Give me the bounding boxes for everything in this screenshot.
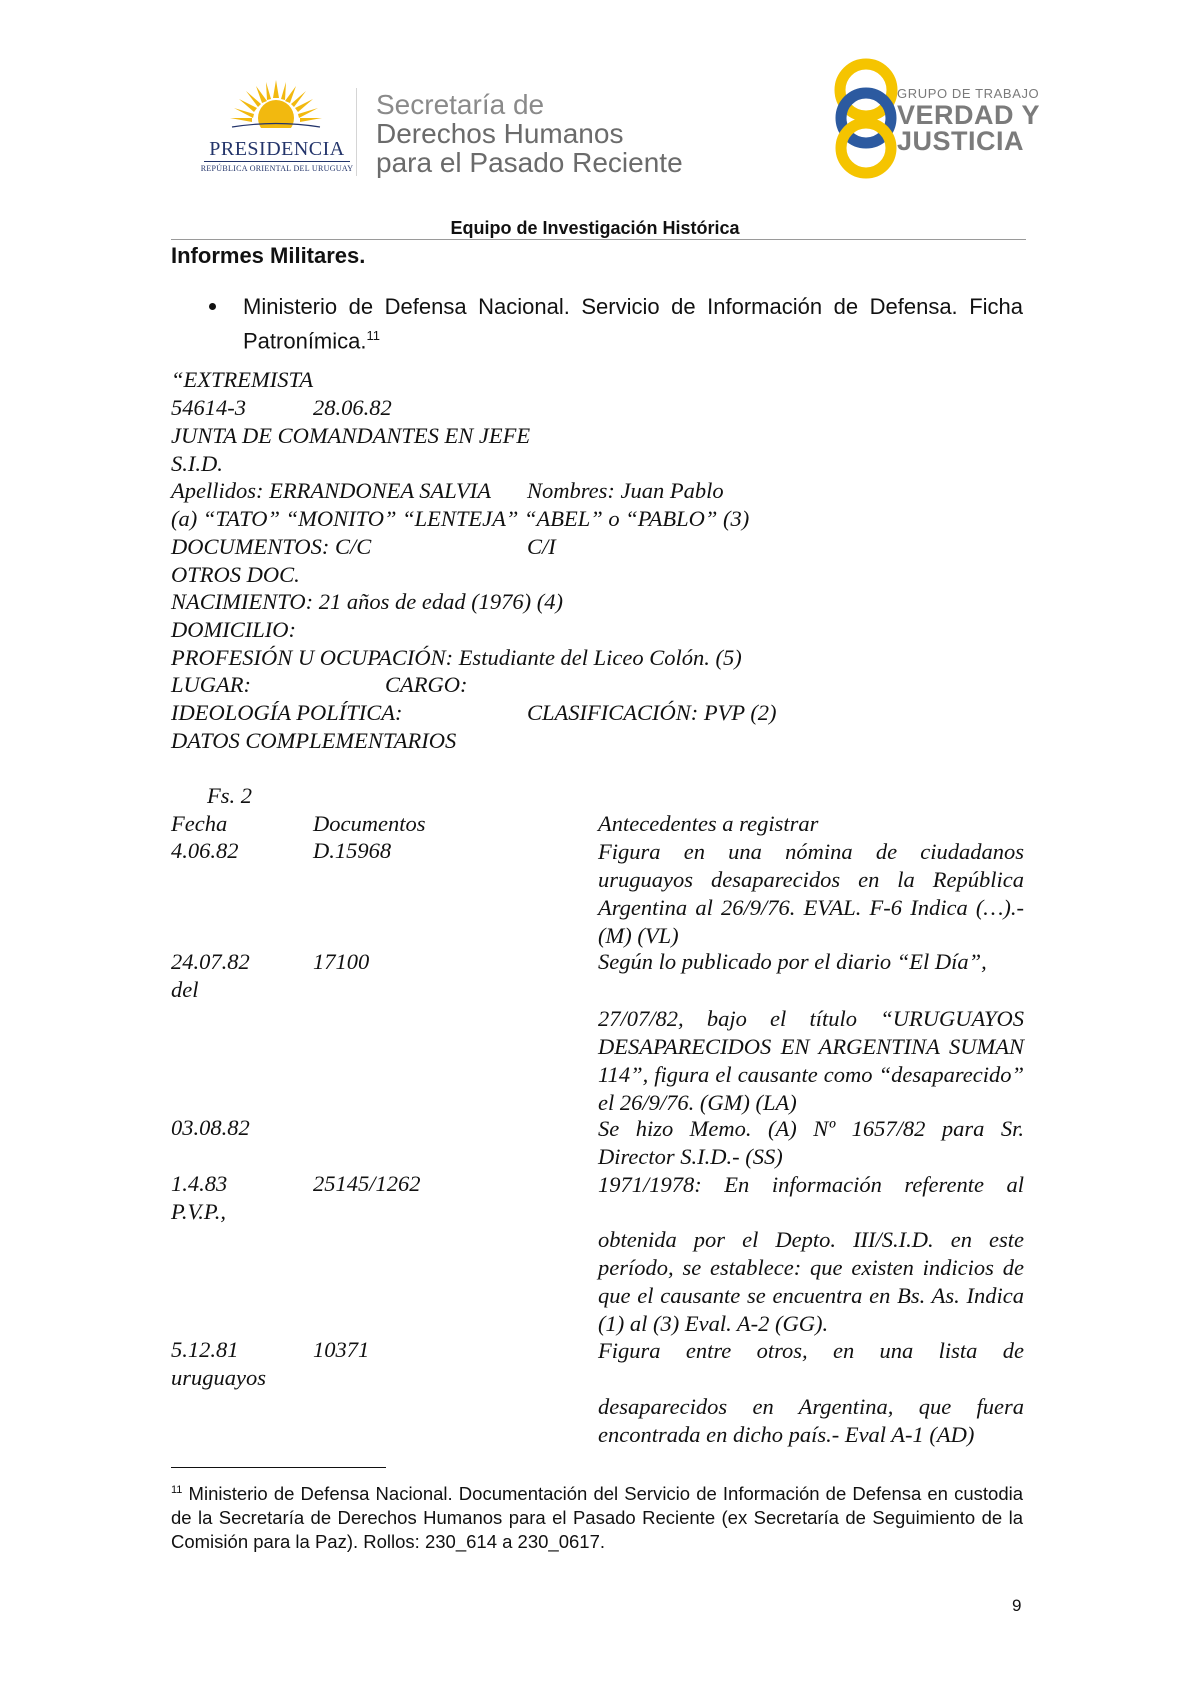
secretaria-title [376,90,683,177]
record-position: CARGO: [385,672,468,697]
record-aliases: (a) “TATO” “MONITO” “LENTEJA” “ABEL” o “PABLO” (3) [171,506,750,531]
table-row-antecedente: Según lo publicado por el diario “El Día”, [598,949,987,974]
footnote-number: 11 [171,1484,183,1496]
record-organism: JUNTA DE COMANDANTES EN JEFE [171,423,531,448]
table-row-antecedente-cont: obtenida por el Depto. III/S.I.D. en este período, se establece: que existen indicios de que el causante se encuentra en Bs. As. Indica (1) al (3) Eval. A-2 (GG). [598,1227,1024,1336]
record-surnames: Apellidos: ERRANDONEA SALVIA [171,478,491,503]
footnote-rule [171,1467,386,1468]
table-row-fecha: 24.07.82 [171,949,250,974]
table-row-antecedente: Figura en una nómina de ciudadanos uruguayos desaparecidos en la República Argentina al 26/9/76. EVAL. F-6 Indica (…).- (M) (VL) [598,839,1024,948]
team-label: Equipo de Investigación Histórica [450,218,740,238]
presidencia-divider [204,161,350,162]
record-place: LUGAR: [171,672,251,697]
table-row-antecedente-cont: desaparecidos en Argentina, que fuera encontrada en dicho país.- Eval A-1 (AD) [598,1394,1024,1447]
footnote-ref: 11 [366,328,380,343]
record-birth: NACIMIENTO: 21 años de edad (1976) (4) [171,589,564,614]
record-names: Nombres: Juan Pablo [527,478,724,503]
header-rule [171,239,1026,240]
record-classification: CLASIFICACIÓN: PVP (2) [527,700,777,725]
record-date: 28.06.82 [313,395,392,420]
page-number: 9 [1012,1596,1022,1615]
table-row-antecedente: Se hizo Memo. (A) Nº 1657/82 para Sr. Director S.I.D.- (SS) [598,1116,1024,1169]
record-documents: DOCUMENTOS: C/C [171,534,372,559]
secretaria-line3: para el Pasado Reciente [376,147,683,178]
record-ci: C/I [527,534,556,559]
header-documentos: Documentos [313,811,426,836]
table-row-fecha: 03.08.82 [171,1115,250,1140]
secretaria-line2: Derechos Humanos [376,118,624,149]
table-row-doc: D.15968 [313,838,392,863]
table-row-doc: 10371 [313,1337,370,1362]
grupo-trabajo-small: GRUPO DE TRABAJO [897,86,1040,101]
table-row-fecha: 5.12.81 [171,1337,239,1362]
footnote [171,1478,1023,1554]
header-fecha: Fecha [171,811,228,836]
section-title: Informes Militares. [171,243,366,268]
bullet-icon [209,303,216,310]
footnote-text: Ministerio de Defensa Nacional. Documentación del Servicio de Información de Defensa en custodia de la Secretaría de Derechos Humanos para el Pasado Reciente (ex Secretaría de Seguimiento de la Comisión para la Paz). Rollos: 230_614 a 230_0617. [171,1483,1024,1553]
header-antecedentes: Antecedentes a registrar [598,811,819,836]
table-row-fecha: 1.4.83 [171,1171,228,1196]
grupo-trabajo-title [897,86,1040,154]
record-profession: PROFESIÓN U OCUPACIÓN: Estudiante del Liceo Colón. (5) [171,645,742,670]
folio-label: Fs. 2 [207,783,252,808]
record-other-docs: OTROS DOC. [171,562,300,587]
record-service: S.I.D. [171,451,223,476]
bullet-item [243,292,1023,355]
record-complementary: DATOS COMPLEMENTARIOS [171,728,457,753]
table-row-fecha-cont: uruguayos [171,1365,266,1390]
table-row-doc: 25145/1262 [313,1171,421,1196]
sun-emblem-icon [226,78,326,138]
grupo-trabajo-line2: JUSTICIA [897,126,1025,156]
record-header: “EXTREMISTA [171,367,314,392]
secretaria-line1: Secretaría de [376,89,545,120]
record-number: 54614-3 [171,395,246,420]
record-address: DOMICILIO: [171,617,296,642]
logo-divider [356,88,357,176]
presidencia-subtitle: REPÚBLICA ORIENTAL DEL URUGUAY [200,164,354,173]
presidencia-name: PRESIDENCIA [209,138,345,160]
table-row-fecha-cont: P.V.P., [171,1199,227,1224]
table-row-doc: 17100 [313,949,370,974]
presidencia-logo [196,78,358,178]
bullet-text: Ministerio de Defensa Nacional. Servicio de Información de Defensa. Ficha Patronímica. [243,294,1023,354]
table-row-antecedente: 1971/1978: En información referente al [598,1172,1024,1197]
page-header [0,0,1190,240]
record-ideology: IDEOLOGÍA POLÍTICA: [171,700,403,725]
grupo-trabajo-line1: VERDAD Y [897,100,1041,130]
table-row-antecedente-cont: 27/07/82, bajo el título “URUGUAYOS DESAPARECIDOS EN ARGENTINA SUMAN 114”, figura el causante como “desaparecido” el 26/9/76. (GM) (LA) [598,1006,1024,1115]
table-row-fecha-cont: del [171,977,199,1002]
table-row-fecha: 4.06.82 [171,838,239,863]
table-row-antecedente: Figura entre otros, en una lista de [598,1338,1024,1363]
